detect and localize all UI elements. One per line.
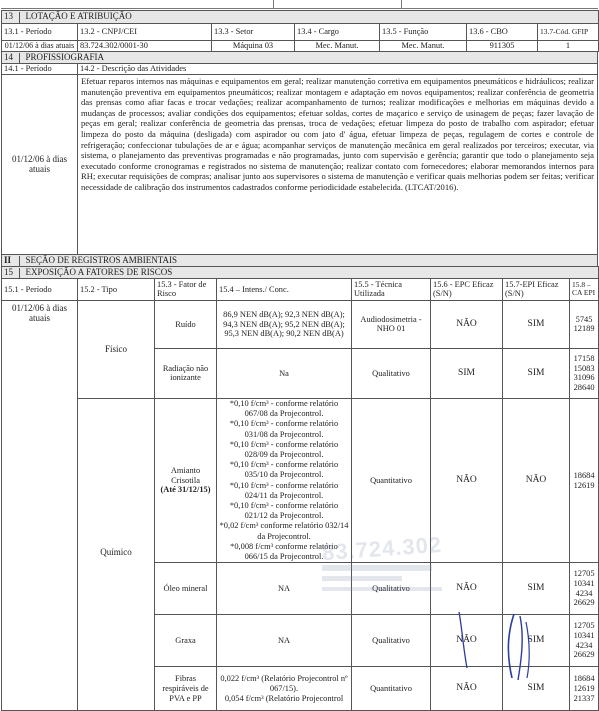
cell-ca: 5745 12189	[570, 300, 599, 348]
column-header: 13.1 - Período	[2, 24, 78, 41]
amianto-line: *0,02 f/cm³ conforme relatório 032/14 da Projecontrol.	[219, 521, 349, 541]
section-13-data-row	[2, 41, 599, 52]
column-header: 13.5 - Função	[380, 24, 467, 41]
cell-ca: 18684 12619 21337	[570, 667, 599, 711]
cell-epi: SIM	[503, 563, 570, 615]
cell-ca: 12705 10341 4234 26629	[570, 615, 599, 667]
top-blank-strip	[1, 0, 598, 9]
cell-epc: NÃO	[431, 300, 503, 348]
amianto-line: *0,008 f/cm³ conforme relatório 066/15 da Projecontrol.	[230, 541, 338, 561]
column-header: 15.8 – CA EPI	[570, 278, 599, 300]
cell-period: 01/12/06 à dias atuais	[2, 300, 78, 710]
cell-epc: NÃO	[431, 667, 503, 711]
cell-funcao: Mec. Manut.	[380, 41, 467, 52]
fibras-line: 0,054 f/cm³ (Relatório Projecontrol	[224, 693, 344, 703]
cell-technique: Audiodosimetria - NHO 01	[352, 300, 431, 348]
cell-epi: NÃO	[503, 398, 570, 562]
amianto-line: *0,10 f/cm³ - conforme relatório 035/10 da Projecontrol.	[229, 460, 339, 480]
column-header: 13.4 - Cargo	[295, 24, 380, 41]
cell-gfip: 1	[538, 41, 599, 52]
section-15-table	[1, 266, 599, 711]
column-header: 15.1 - Período	[2, 278, 78, 300]
column-header: 15.7-EPI Eficaz (S/N)	[503, 278, 570, 300]
column-header: 15.3 - Fator de Risco	[155, 278, 217, 300]
cell-intensity	[217, 667, 352, 711]
factor-name: Amianto Crisotila	[170, 466, 201, 485]
risk-row	[2, 300, 599, 348]
cell-technique: Quantitativo	[352, 667, 431, 711]
cell-ca: 18684 12619	[570, 398, 599, 562]
cell-epc: NÃO	[431, 615, 503, 667]
cell-period: 01/12/06 à dias atuais	[2, 41, 78, 52]
cell-factor: Radiação não ionizante	[155, 348, 217, 398]
column-header: 15.5 - Técnica Utilizada	[352, 278, 431, 300]
section-13-header-row	[2, 24, 599, 41]
cell-factor	[155, 398, 217, 562]
cell-epi: SIM	[503, 667, 570, 711]
cell-type-fisico: Físico	[78, 300, 155, 398]
fibras-line: 0,022 f/cm³ (Relatório Projecontrol nº 067/15).	[220, 674, 348, 693]
section-number: 13	[4, 11, 13, 22]
amianto-line: *0,10 f/cm³ - conforme relatório 024/11 da Projecontrol.	[229, 480, 339, 500]
cell-intensity: NA	[217, 615, 352, 667]
cell-ca: 12705 10341 4234 26629	[570, 563, 599, 615]
column-header: 15.6 - EPC Eficaz (S/N)	[431, 278, 503, 300]
activities-description: Efetuar reparos internos nas máquinas e equipamentos em geral; realizar manutenção corretiva em equipamentos pneumáticos e hidráulicos; realizar manutenção preventiva em equipamentos pneumáticos; realizar montagem e adaptação em novos equipamentos; realizar conferência de geometria das prensas como afiar facas e trocar vedações; realizar acompanhamento de turnos; realizar modificações e melhorias em máquinas devido a mudanças de processos; avaliar condições dos equipamentos; efetuar soldas, cortes de maçarico e serviço de usinagem de peças; fazer lavação de peças em geral; realizar conferência de geometria das prensas, troca de vedações; efetuar limpeza do posto de trabalho com aspirador; efetuar limpeza do posto da máquina (desligada) com aspirador ou com jato d' água, efetuar limpeza de peças, regulagem de cortes e controle de refrigeração; confeccionar tubulações de ar e água; acompanhar serviços de manutenção mecânica em geral realizados por terceiros; executar, via sistema, o planejamento das preventivas programadas e não programadas, junto com supervisão e gerência; garantir que todo o planejamento seja executado conforme cronogramas e registrados no sistema de manutenção; realizar contato com fornecedores; elaborar memorandos internos para RH; executar requisições de compras; analisar junto aos supervisores o sistema de manutenção e verificar quais melhorias podem ser feitas; verificar necessidade de calibração dos instrumentos cadastrados conforme periodicidade estabelecida. (LTCAT/2016).	[78, 74, 598, 254]
section-title: LOTAÇÃO E ATRIBUIÇÃO	[25, 11, 132, 22]
cell-period: 01/12/06 à dias atuais	[2, 74, 78, 254]
column-header: 13.7-Cód. GFIP	[538, 24, 599, 41]
column-header: 15.4 – Intens./ Conc.	[217, 278, 352, 300]
cell-factor: Óleo mineral	[155, 563, 217, 615]
cell-cbo: 911305	[467, 41, 538, 52]
cell-setor: Máquina 03	[212, 41, 295, 52]
section-II-title-row	[2, 254, 598, 266]
column-header: 13.6 - CBO	[467, 24, 538, 41]
column-header: 13.2 - CNPJ/CEI	[78, 24, 212, 41]
section-number: 15	[4, 266, 13, 277]
cell-epc: NÃO	[431, 563, 503, 615]
cell-type-quimico: Químico	[78, 398, 155, 710]
cell-technique: Qualitativo	[352, 615, 431, 667]
cell-factor: Graxa	[155, 615, 217, 667]
cell-epi: SIM	[503, 348, 570, 398]
stamp-text: 83.724.302	[321, 531, 443, 566]
cell-factor: Fibras respiráveis de PVA e PP	[155, 667, 217, 711]
factor-date-limit: (Até 31/12/15)	[160, 485, 211, 495]
cell-epi: SIM	[503, 615, 570, 667]
section-13-table	[1, 10, 599, 52]
section-number: II	[4, 254, 12, 265]
cell-epc: SIM	[431, 348, 503, 398]
risk-row	[2, 398, 599, 562]
cell-technique: Qualitativo	[352, 563, 431, 615]
cell-intensity: NA	[217, 563, 352, 615]
section-14-data-row	[2, 74, 598, 254]
column-header: 14.2 - Descrição das Atividades	[78, 63, 598, 74]
cell-intensity: Na	[217, 348, 352, 398]
cell-ca: 17158 15083 31096 28640	[570, 348, 599, 398]
section-title: EXPOSIÇÃO A FATORES DE RISCOS	[25, 266, 173, 277]
column-header: 13.3 - Setor	[212, 24, 295, 41]
section-title: PROFISSIOGRAFIA	[25, 52, 105, 62]
cell-intensity	[217, 398, 352, 562]
cell-technique: Qualitativo	[352, 348, 431, 398]
cell-cargo: Mec. Manut.	[295, 41, 380, 52]
section-15-header-row	[2, 278, 599, 300]
section-14-table	[1, 51, 598, 255]
column-header: 14.1 - Período	[2, 63, 78, 74]
cell-intensity: 86,9 NEN dB(A); 92,3 NEN dB(A); 94,3 NEN dB(A); 95,2 NEN dB(A); 95,3 NEN dB(A); 90,2 NEN dB(A)	[217, 300, 352, 348]
section-number: 14	[4, 52, 13, 62]
section-title: SEÇÃO DE REGISTROS AMBIENTAIS	[25, 254, 178, 265]
amianto-line: *0,10 f/cm³ - conforme relatório 031/08 da Projecontrol.	[229, 419, 339, 439]
section-13-title-row	[2, 11, 599, 24]
section-14-header-row	[2, 63, 598, 74]
cell-epc: NÃO	[431, 398, 503, 562]
amianto-line: *0,10 f/cm³ - conforme relatório 028/09 da Projecontrol.	[229, 439, 339, 459]
column-header: 15.2 - Tipo	[78, 278, 155, 300]
amianto-line: *0,10 f/cm³ - conforme relatório 021/12 da Projecontrol.	[229, 500, 339, 521]
cell-technique: Quantitativo	[352, 398, 431, 562]
cell-factor: Ruído	[155, 300, 217, 348]
amianto-line: *0,10 f/cm³ - conforme relatório 067/08 da Projecontrol.	[229, 398, 339, 419]
cell-epi: SIM	[503, 300, 570, 348]
section-15-title-row	[2, 266, 599, 278]
cell-cnpj: 83.724.302/0001-30	[78, 41, 212, 52]
section-14-title-row	[2, 52, 598, 64]
